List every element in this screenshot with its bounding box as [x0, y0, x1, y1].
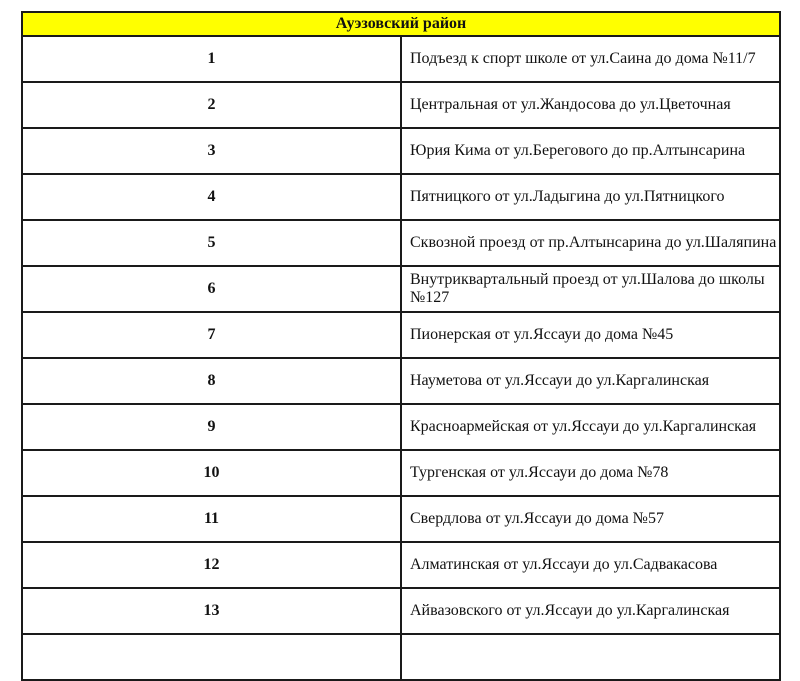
road-segment: Пятницкого от ул.Ладыгина до ул.Пятницкого — [401, 174, 780, 220]
road-segment: Айвазовского от ул.Яссауи до ул.Каргалинская — [401, 588, 780, 634]
road-segment: Центральная от ул.Жандосова до ул.Цветочная — [401, 82, 780, 128]
row-number: 8 — [22, 358, 401, 404]
road-segment: Пионерская от ул.Яссауи до дома №45 — [401, 312, 780, 358]
road-segment: Юрия Кима от ул.Берегового до пр.Алтынсарина — [401, 128, 780, 174]
table-row — [22, 542, 780, 588]
row-number — [22, 634, 401, 680]
table-row — [22, 266, 780, 312]
table-row — [22, 174, 780, 220]
row-number: 2 — [22, 82, 401, 128]
row-number: 11 — [22, 496, 401, 542]
table-row — [22, 450, 780, 496]
table-row — [22, 496, 780, 542]
road-repair-table — [21, 11, 781, 681]
table-row — [22, 82, 780, 128]
table-row-partial — [22, 634, 780, 680]
district-header-row — [22, 12, 780, 36]
table-row — [22, 358, 780, 404]
row-number: 12 — [22, 542, 401, 588]
road-segment: Внутриквартальный проезд от ул.Шалова до школы №127 — [401, 266, 780, 312]
table-row — [22, 36, 780, 82]
table-row — [22, 128, 780, 174]
road-segment: Свердлова от ул.Яссауи до дома №57 — [401, 496, 780, 542]
row-number: 5 — [22, 220, 401, 266]
road-segment — [401, 634, 780, 680]
row-number: 1 — [22, 36, 401, 82]
row-number: 3 — [22, 128, 401, 174]
table-row — [22, 312, 780, 358]
row-number: 7 — [22, 312, 401, 358]
row-number: 13 — [22, 588, 401, 634]
row-number: 10 — [22, 450, 401, 496]
road-segment: Красноармейская от ул.Яссауи до ул.Каргалинская — [401, 404, 780, 450]
road-segment: Тургенская от ул.Яссауи до дома №78 — [401, 450, 780, 496]
road-list-sheet — [21, 11, 781, 681]
table-row — [22, 404, 780, 450]
road-segment: Науметова от ул.Яссауи до ул.Каргалинская — [401, 358, 780, 404]
row-number: 6 — [22, 266, 401, 312]
table-row — [22, 588, 780, 634]
row-number: 4 — [22, 174, 401, 220]
road-segment: Сквозной проезд от пр.Алтынсарина до ул.Шаляпина — [401, 220, 780, 266]
road-segment: Подъезд к спорт школе от ул.Саина до дома №11/7 — [401, 36, 780, 82]
district-title: Ауэзовский район — [22, 12, 780, 36]
row-number: 9 — [22, 404, 401, 450]
table-row — [22, 220, 780, 266]
road-segment: Алматинская от ул.Яссауи до ул.Садвакасова — [401, 542, 780, 588]
